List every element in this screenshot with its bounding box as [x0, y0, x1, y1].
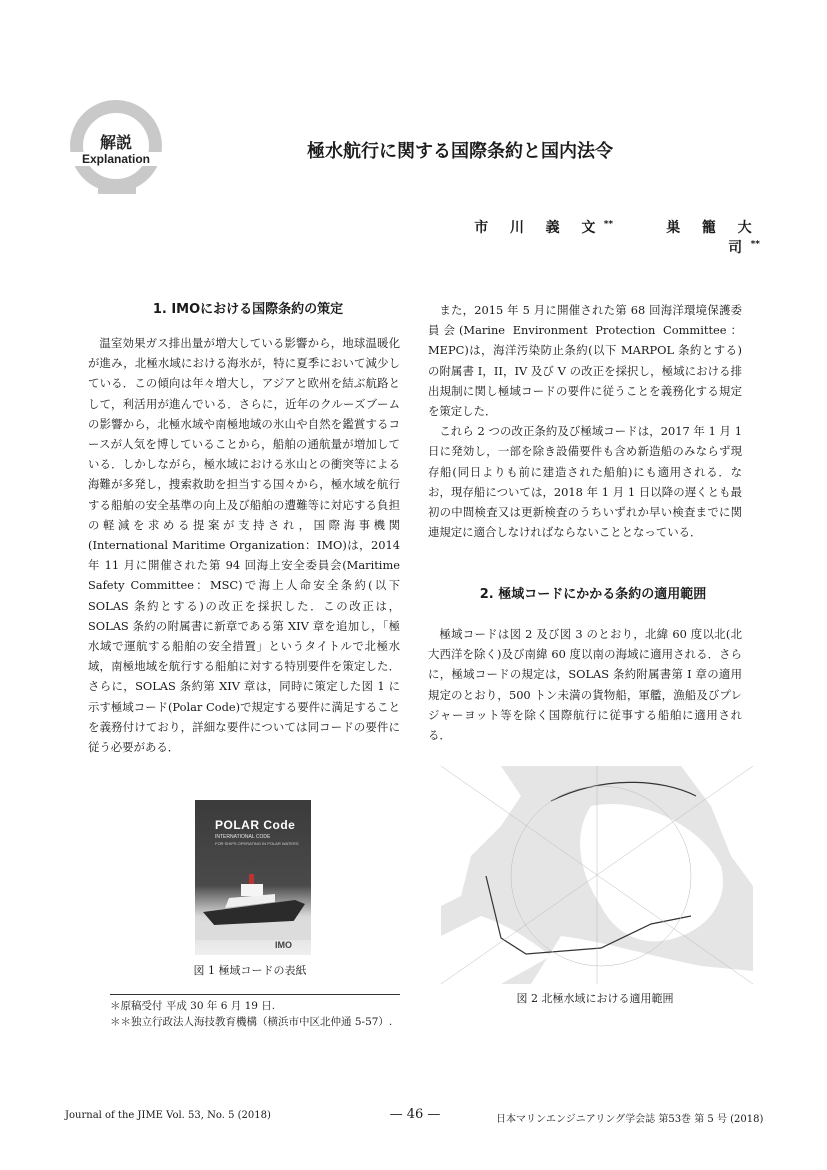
footnote-received: ＊原稿受付 平成 30 年 6 月 19 日.	[110, 1000, 276, 1012]
author-2-name: 巣 籠 大 司	[666, 220, 760, 256]
polar-code-cover-image	[195, 800, 311, 955]
section-2-paragraph: 極域コードは図 2 及び図 3 のとおり，北緯 60 度以北(北大西洋を除く)及び南緯 60 度以南の海域に適用される．さらに，極域コードの規定は，SOLAS 条約附属書第 I 章の適用規定のとおり，500 トン未満の貨物船，軍艦，漁船及びプレジャーヨット等を除く国際航行に従事する船舶に適用される．	[428, 627, 742, 743]
article-title: 極水航行に関する国際条約と国内法令	[307, 141, 613, 162]
page-number: — 46 —	[389, 1107, 441, 1122]
paragraph-enforcement: これら 2 つの改正条約及び極域コードは，2017 年 1 月 1 日に発効し，一部を除き設備要件も含め新造船のみならず現存船(同日よりも前に建造された船舶)にも適用される．なお，現存船については，2018 年 1 月 1 日以降の遅くとも最初の中間検査又は更新検査のうちいずれか早い検査までに関連規定に適合しなければならないこととなっている．	[428, 424, 742, 540]
section-2-heading: 2. 極域コードにかかる条約の適用範囲	[479, 587, 707, 602]
cover-subtitle-2: FOR SHIPS OPERATING IN POLAR WATERS	[215, 841, 299, 846]
author-2-mark: **	[750, 239, 760, 250]
section-1-paragraph: 温室効果ガス排出量が増大している影響から，地球温暖化が進み，北極水域における海氷が，特に夏季において減少している．この傾向は年々増大し，アジアと欧州を結ぶ航路として，利活用が進んでいる．さらに，近年のクルーズブームの影響から，北極水域や南極地域の氷山や自然を鑑賞するコースが人気を博していることから，船舶の通航量が増加している．しかしながら，極水域における氷山との衝突等による海難が多発し，捜索救助を担当する国々から，極水域を航行する船舶の安全基準の向上及び船舶の遭難等に対応する負担の軽減を求める提案が支持され，国際海事機関(International Maritime Organization：IMO)は，2014 年 11 月に開催された第 94 回海上安全委員会(Maritime Safety Committee：MSC)で海上人命安全条約(以下 SOLAS 条約とする)の改正を採択した．この改正は，SOLAS 条約の附属書に新章である第 XIV 章を追加し，「極水域で運航する船舶の安全措置」というタイトルで北極水域，南極地域を航行する船舶に対する特別要件を策定した．さらに，SOLAS 条約第 XIV 章は，同時に策定した図 1 に示す極域コード(Polar Code)で規定する要件に満足することを義務付けており，詳細な要件については同コードの要件に従う必要がある．	[88, 336, 400, 755]
footnote-divider	[110, 994, 400, 995]
footer-journal-ja: 日本マリンエンジニアリング学会誌 第53巻 第 5 号 (2018)	[496, 1114, 764, 1125]
arctic-map-graphic	[441, 766, 753, 984]
cover-subtitle: INTERNATIONAL CODE	[215, 834, 271, 840]
icebreaker-ship-illustration	[195, 860, 311, 940]
imo-logo: IMO	[275, 940, 292, 950]
section-1-heading: 1. IMOにおける国際条約の策定	[152, 302, 344, 317]
author-1-name: 市 川 義 文	[474, 220, 604, 236]
badge-label-ja: 解説	[99, 133, 132, 152]
footer-journal: Journal of the JIME Vol. 53, No. 5 (2018)	[65, 1110, 271, 1121]
cover-title: POLAR Code	[215, 818, 296, 832]
right-column-top	[428, 300, 742, 542]
badge-base	[98, 186, 136, 194]
section-2-body	[428, 624, 742, 745]
section-1-body	[88, 333, 400, 757]
badge-label-en: Explanation	[60, 152, 172, 166]
footnote-affiliation: ＊＊独立行政法人海技教育機構（横浜市中区北仲通 5-57）.	[110, 1016, 393, 1028]
figure-2-caption: 図 2 北極水域における適用範囲	[516, 992, 674, 1005]
figure-1-caption: 図 1 極域コードの表紙	[193, 964, 307, 977]
paragraph-mepc: また，2015 年 5 月に開催された第 68 回海洋環境保護委員会(Marine Environment Protection Committee：MEPC)は，海洋汚染防止条約(以下 MARPOL 条約とする)の附属書 I，II，IV 及び V の改正を採択し，極域における排出規制に関し極域コードの要件に従うことを義務化する規定を策定した．	[428, 303, 742, 419]
arctic-waters-map	[441, 766, 753, 984]
authors	[440, 217, 760, 257]
author-1-mark: **	[603, 219, 614, 230]
